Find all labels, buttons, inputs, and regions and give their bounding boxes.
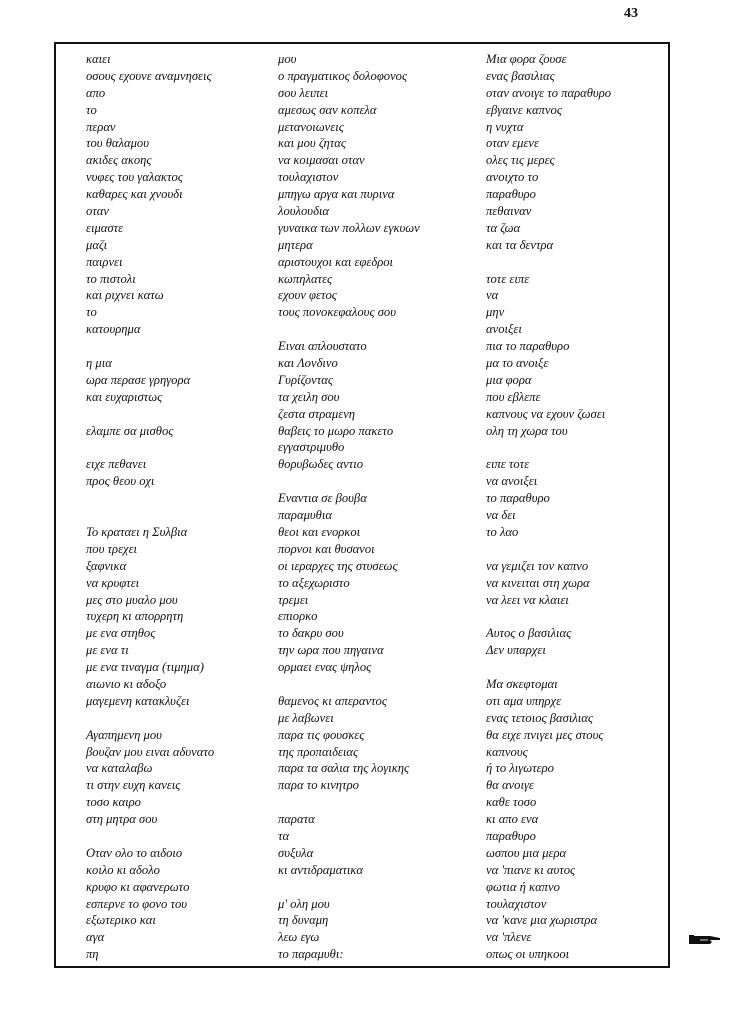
poem-line: οι ιεραρχες της στυσεως — [278, 558, 398, 573]
poem-line: και ριχνει κατω — [86, 288, 164, 303]
poem-column-left — [86, 51, 271, 963]
poem-line: να 'πλενε — [486, 930, 532, 945]
poem-line: ανοιξει — [486, 322, 522, 337]
poem-line: περαν — [86, 119, 116, 134]
poem-line: λεω εγω — [278, 930, 320, 945]
poem-line: μαζι — [86, 237, 108, 252]
poem-line: τη δυναμη — [278, 913, 329, 928]
poem-line: θα ειχε πνιγει μες στους — [486, 727, 604, 742]
poem-line: της προπαιδειας — [278, 744, 359, 759]
poem-line: ωρα περασε γρηγορα — [86, 372, 191, 387]
poem-line: Γυρίζοντας — [278, 372, 333, 387]
poem-line: να λεει να κλαιει — [486, 592, 569, 607]
poem-line — [86, 439, 271, 456]
poem-line: να ανοιξει — [486, 474, 538, 489]
poem-line: θαμενος κι απεραντος — [278, 693, 387, 708]
poem-line: η νυχτα — [486, 119, 524, 134]
poem-line: θορυβωδες αντιο — [278, 457, 364, 472]
poem-line: παραμυθια — [278, 508, 332, 523]
poem-line: εβγαινε καπνος — [486, 102, 562, 117]
poem-line: ενας βασιλιας — [486, 68, 555, 83]
poem-line — [86, 828, 271, 845]
poem-line: μπηγω αργα και πυρινα — [278, 187, 395, 202]
poem-line: το δακρυ σου — [278, 626, 344, 641]
poem-line: σου λειπει — [278, 85, 329, 100]
poem-line: του θαλαμου — [86, 136, 149, 151]
poem-line: κατουρημα — [86, 322, 141, 337]
poem-line: εχουν φετος — [278, 288, 337, 303]
poem-line: να καταλαβω — [86, 761, 153, 776]
poem-line: οταν ανοιγε το παραθυρο — [486, 85, 612, 100]
poem-line: τοτε ειπε — [486, 271, 530, 286]
poem-line: επιορκο — [278, 609, 318, 624]
poem-line: ειχε πεθανει — [86, 457, 147, 472]
poem-line: ακιδες ακοης — [86, 153, 152, 168]
poem-line: τουλαχιστον — [486, 896, 547, 911]
poem-line: οπως οι υπηκοοι — [486, 947, 570, 962]
poem-line: εσπερνε το φονο του — [86, 896, 188, 911]
poem-line — [86, 710, 271, 727]
poem-line: το παραθυρο — [486, 491, 550, 506]
poem-line: Το κραταει η Συλβια — [86, 524, 188, 539]
poem-line: να κοιμασαι οταν — [278, 153, 365, 168]
page-number: 43 — [624, 6, 638, 21]
poem-line: ανοιχτο το — [486, 170, 539, 185]
poem-line: στη μητρα σου — [86, 812, 158, 827]
poem-line: θεοι και ενορκοι — [278, 524, 361, 539]
poem-line: ζεστα στραμενη — [278, 406, 356, 421]
poem-line: και Λονδινο — [278, 356, 338, 371]
poem-line: θαβεις το μωρο πακετο — [278, 423, 394, 438]
poem-line — [278, 879, 478, 896]
poem-line: ξαφνικα — [86, 558, 127, 573]
poem-line: Ειναι απλουστατο — [278, 339, 367, 354]
poem-line: τα — [278, 828, 290, 843]
poem-line: αιωνιο κι αδοξο — [86, 676, 167, 691]
poem-line: πορνοι και θυσανοι — [278, 541, 375, 556]
poem-line: παραθυρο — [486, 828, 536, 843]
poem-line: να κρυφτει — [86, 575, 140, 590]
poem-line: την ωρα που πηγαινα — [278, 643, 384, 658]
poem-line: καθε τοσο — [486, 795, 537, 810]
poem-line: ο πραγματικος δολοφονος — [278, 68, 408, 83]
poem-line — [278, 321, 478, 338]
poem-line: ελαμπε σα μισθος — [86, 423, 174, 438]
poem-line — [278, 473, 478, 490]
poem-line: καπνους να εχουν ζωσει — [486, 406, 606, 421]
poem-line: οτι αμα υπηρχε — [486, 693, 562, 708]
poem-line: το — [86, 305, 97, 320]
poem-line: θα ανοιγε — [486, 778, 534, 793]
poem-line: μες στο μυαλο μου — [86, 592, 178, 607]
poem-line: Μια φορα ζουσε — [486, 52, 567, 66]
poem-line: με ενα τιναγμα (τιμημα) — [86, 660, 204, 675]
poem-line: παρατα — [278, 812, 315, 827]
poem-line: να κινειται στη χωρα — [486, 575, 590, 590]
poem-line: βουζαν μου ειναι αδυνατο — [86, 744, 215, 759]
poem-line: τοσο καιρο — [86, 795, 141, 810]
poem-line: κωπηλατες — [278, 271, 333, 286]
poem-line: κοιλο κι αδολο — [86, 862, 160, 877]
poem-line: καθαρες και χνουδι — [86, 187, 183, 202]
poem-line — [86, 406, 271, 423]
poem-line: τα χειλη σου — [278, 389, 340, 404]
poem-line: μετανοιωνεις — [278, 119, 344, 134]
poem-line: τουλαχιστον — [278, 170, 339, 185]
poem-line — [278, 676, 478, 693]
poem-line: πια το παραθυρο — [486, 339, 570, 354]
poem-line — [86, 338, 271, 355]
poem-line: τα ζωα — [486, 220, 521, 235]
poem-line: πεθαιναν — [486, 204, 532, 219]
poem-line: και τα δεντρα — [486, 237, 554, 252]
poem-line — [86, 490, 271, 507]
poem-line: πη — [86, 947, 99, 962]
poem-line: ωσπου μια μερα — [486, 845, 567, 860]
poem-line: ορμαει ενας ψηλος — [278, 660, 372, 675]
poem-line: τυχερη κι απορρητη — [86, 609, 184, 624]
poem-line: ή το λιγωτερο — [486, 761, 554, 776]
poem-line: παρα το κινητρο — [278, 778, 359, 793]
poem-line: Αγαπημενη μου — [86, 727, 162, 742]
poem-line: γυναικα των πολλων εγκυων — [278, 220, 420, 235]
poem-line — [86, 507, 271, 524]
poem-line: απο — [86, 85, 106, 100]
poem-column-middle — [278, 51, 478, 963]
poem-line: παρα τα σαλια της λογικης — [278, 761, 410, 776]
poem-line: συξυλα — [278, 845, 314, 860]
poem-line: φωτια ή καπνο — [486, 879, 560, 894]
poem-line — [486, 541, 668, 558]
poem-line: ειπε τοτε — [486, 457, 530, 472]
poem-line: μια φορα — [486, 372, 532, 387]
poem-line: να δει — [486, 508, 516, 523]
poem-line — [486, 659, 668, 676]
poem-line: Δεν υπαρχει — [486, 643, 546, 658]
poem-line: το αξεχωριστο — [278, 575, 350, 590]
poem-line: αγα — [86, 930, 105, 945]
poem-line: Εναντια σε βουβα — [278, 491, 367, 506]
poem-line: οταν εμενε — [486, 136, 539, 151]
pointing-hand-icon — [688, 932, 722, 946]
poem-line: τρεμει — [278, 592, 309, 607]
poem-line: να 'πιανε κι αυτος — [486, 862, 576, 877]
poem-line: μου — [278, 52, 297, 66]
poem-line — [486, 254, 668, 271]
poem-line: με ενα στηθος — [86, 626, 156, 641]
poem-line: το παραμυθι: — [278, 947, 344, 962]
poem-line: ειμαστε — [86, 220, 124, 235]
poem-line: η μια — [86, 356, 112, 371]
poem-line: τους πονοκεφαλους σου — [278, 305, 396, 320]
poem-line: ολη τη χωρα του — [486, 423, 568, 438]
poem-line: ενας τετοιος βασιλιας — [486, 710, 594, 725]
poem-line: κι αντιδραματικα — [278, 862, 364, 877]
poem-line: το λαο — [486, 524, 519, 539]
poem-line: κι απο ενα — [486, 812, 539, 827]
poem-line — [278, 794, 478, 811]
poem-line: εγγαστριμυθο — [278, 440, 345, 455]
poem-line: που εβλεπε — [486, 389, 541, 404]
poem-line: με λαβωνει — [278, 710, 334, 725]
poem-line: και ευχαριστως — [86, 389, 163, 404]
poem-column-right — [486, 51, 668, 963]
poem-line: αριστουχοι και εφεδροι — [278, 254, 394, 269]
poem-line: Οταν ολο το αιδοιο — [86, 845, 183, 860]
poem-line: μα το ανοιξε — [486, 356, 549, 371]
poem-line: παρα τις φουσκες — [278, 727, 365, 742]
poem-line — [486, 439, 668, 456]
poem-line: μαγεμενη κατακλυζει — [86, 693, 190, 708]
poem-line: καπνους — [486, 744, 528, 759]
poem-line: κρυφο κι αφανερωτο — [86, 879, 190, 894]
poem-line: εξωτερικο και — [86, 913, 156, 928]
poem-line: καιει — [86, 52, 111, 66]
poem-line: νυφες του γαλακτος — [86, 170, 183, 185]
poem-line: οταν — [86, 204, 110, 219]
poem-line: οσους εχουνε αναμνησεις — [86, 68, 212, 83]
poem-line: το πιστολι — [86, 271, 136, 286]
poem-line: αμεσως σαν κοπελα — [278, 102, 377, 117]
poem-line: μ' ολη μου — [278, 896, 330, 911]
poem-line: μητερα — [278, 237, 313, 252]
poem-line: Μα σκεφτομαι — [486, 676, 558, 691]
poem-line: μην — [486, 305, 505, 320]
poem-line: που τρεχει — [86, 541, 138, 556]
poem-line: λουλουδια — [278, 204, 330, 219]
poem-line — [486, 608, 668, 625]
poem-line: Αυτος ο βασιλιας — [486, 626, 572, 641]
poem-line: το — [86, 102, 97, 117]
poem-line: με ενα τι — [86, 643, 129, 658]
poem-line: και μου ζητας — [278, 136, 347, 151]
poem-line: τι στην ευχη κανεις — [86, 778, 181, 793]
poem-line: ολες τις μερες — [486, 153, 555, 168]
poem-line: προς θεου οχι — [86, 474, 155, 489]
poem-line: να γεμιζει τον καπνο — [486, 558, 589, 573]
poem-line: να 'κανε μια χωριστρα — [486, 913, 598, 928]
poem-line: παραθυρο — [486, 187, 536, 202]
poem-line: παιρνει — [86, 254, 123, 269]
poem-line: να — [486, 288, 499, 303]
